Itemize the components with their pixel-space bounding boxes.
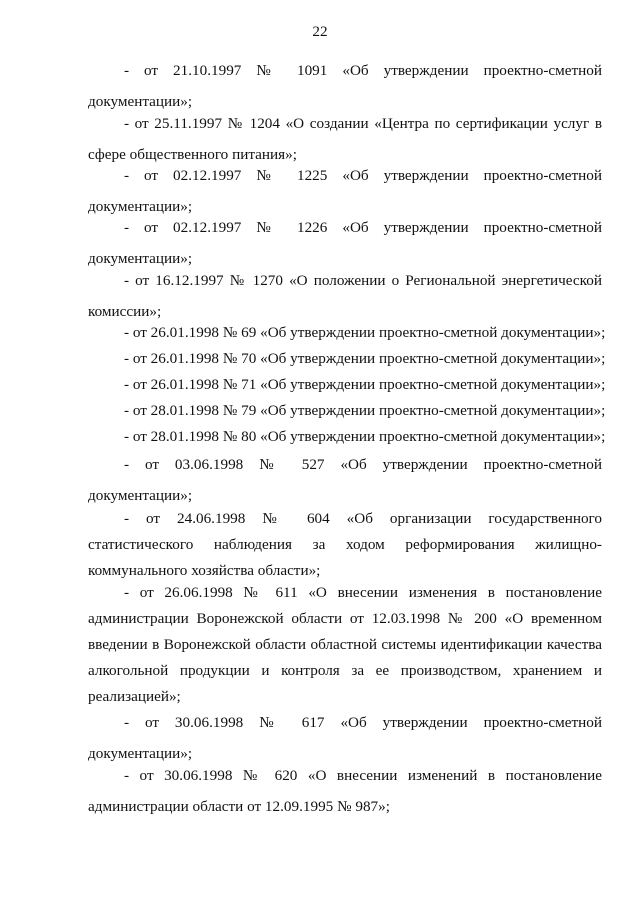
entry-continuation-line: документации»;: [88, 93, 193, 110]
entry-continuation-line: сфере общественного питания»;: [88, 146, 297, 163]
entry-continuation-line: документации»;: [88, 198, 193, 215]
resolution-entry: [88, 323, 606, 343]
entry-continuation-line: документации»;: [88, 745, 193, 762]
resolution-entry: [88, 401, 606, 421]
resolution-entry: [88, 713, 602, 764]
resolution-entry: [88, 509, 602, 581]
resolution-entry: [88, 766, 602, 817]
entry-first-line: - от 16.12.1997 № 1270 «О положении о Региональной энергетической: [124, 272, 602, 289]
resolution-entry: [88, 583, 602, 707]
entry-continuation-line: коммунального хозяйства области»;: [88, 562, 321, 579]
entry-first-line: - от 28.01.1998 № 80 «Об утверждении проектно-сметной документации»;: [124, 428, 606, 445]
entry-first-line: - от 02.12.1997 № 1226 «Об утверждении проектно-сметной: [124, 219, 602, 236]
entry-first-line: - от 28.01.1998 № 79 «Об утверждении проектно-сметной документации»;: [124, 402, 606, 419]
entry-first-line: - от 26.01.1998 № 70 «Об утверждении проектно-сметной документации»;: [124, 350, 606, 367]
entry-first-line: - от 26.01.1998 № 71 «Об утверждении проектно-сметной документации»;: [124, 376, 606, 393]
entry-first-line: - от 24.06.1998 № 604 «Об организации государственного: [124, 510, 602, 527]
entry-continuation-line: введении в Воронежской области областной системы идентификации качества: [88, 636, 602, 653]
entry-first-line: - от 30.06.1998 № 620 «О внесении изменений в постановление: [124, 767, 602, 784]
resolution-entry: [88, 166, 602, 217]
entry-continuation-line: администрации Воронежской области от 12.03.1998 № 200 «О временном: [88, 610, 602, 627]
entry-continuation-line: алкогольной продукции и контроля за ее производством, хранением и: [88, 662, 602, 679]
resolution-entry: [88, 61, 602, 112]
resolution-entry: [88, 271, 602, 322]
resolution-entry: [88, 375, 606, 395]
entry-first-line: - от 03.06.1998 № 527 «Об утверждении проектно-сметной: [124, 456, 602, 473]
entry-continuation-line: документации»;: [88, 250, 193, 267]
entry-first-line: - от 21.10.1997 № 1091 «Об утверждении проектно-сметной: [124, 62, 602, 79]
entry-first-line: - от 26.01.1998 № 69 «Об утверждении проектно-сметной документации»;: [124, 324, 606, 341]
entry-first-line: - от 26.06.1998 № 611 «О внесении изменения в постановление: [124, 584, 602, 601]
page-number: 22: [312, 23, 328, 40]
resolution-entry: [88, 114, 602, 165]
entry-continuation-line: реализацией»;: [88, 688, 181, 705]
entry-first-line: - от 02.12.1997 № 1225 «Об утверждении проектно-сметной: [124, 167, 602, 184]
entry-continuation-line: комиссии»;: [88, 303, 162, 320]
resolution-entry: [88, 218, 602, 269]
entry-continuation-line: статистического наблюдения за ходом реформирования жилищно-: [88, 536, 602, 553]
entry-first-line: - от 30.06.1998 № 617 «Об утверждении проектно-сметной: [124, 714, 602, 731]
entry-continuation-line: документации»;: [88, 487, 193, 504]
resolution-entry: [88, 349, 606, 369]
entry-first-line: - от 25.11.1997 № 1204 «О создании «Центра по сертификации услуг в: [124, 115, 602, 132]
entry-continuation-line: администрации области от 12.09.1995 № 987»;: [88, 798, 390, 815]
resolution-entry: [88, 455, 602, 506]
resolution-entry: [88, 427, 606, 447]
